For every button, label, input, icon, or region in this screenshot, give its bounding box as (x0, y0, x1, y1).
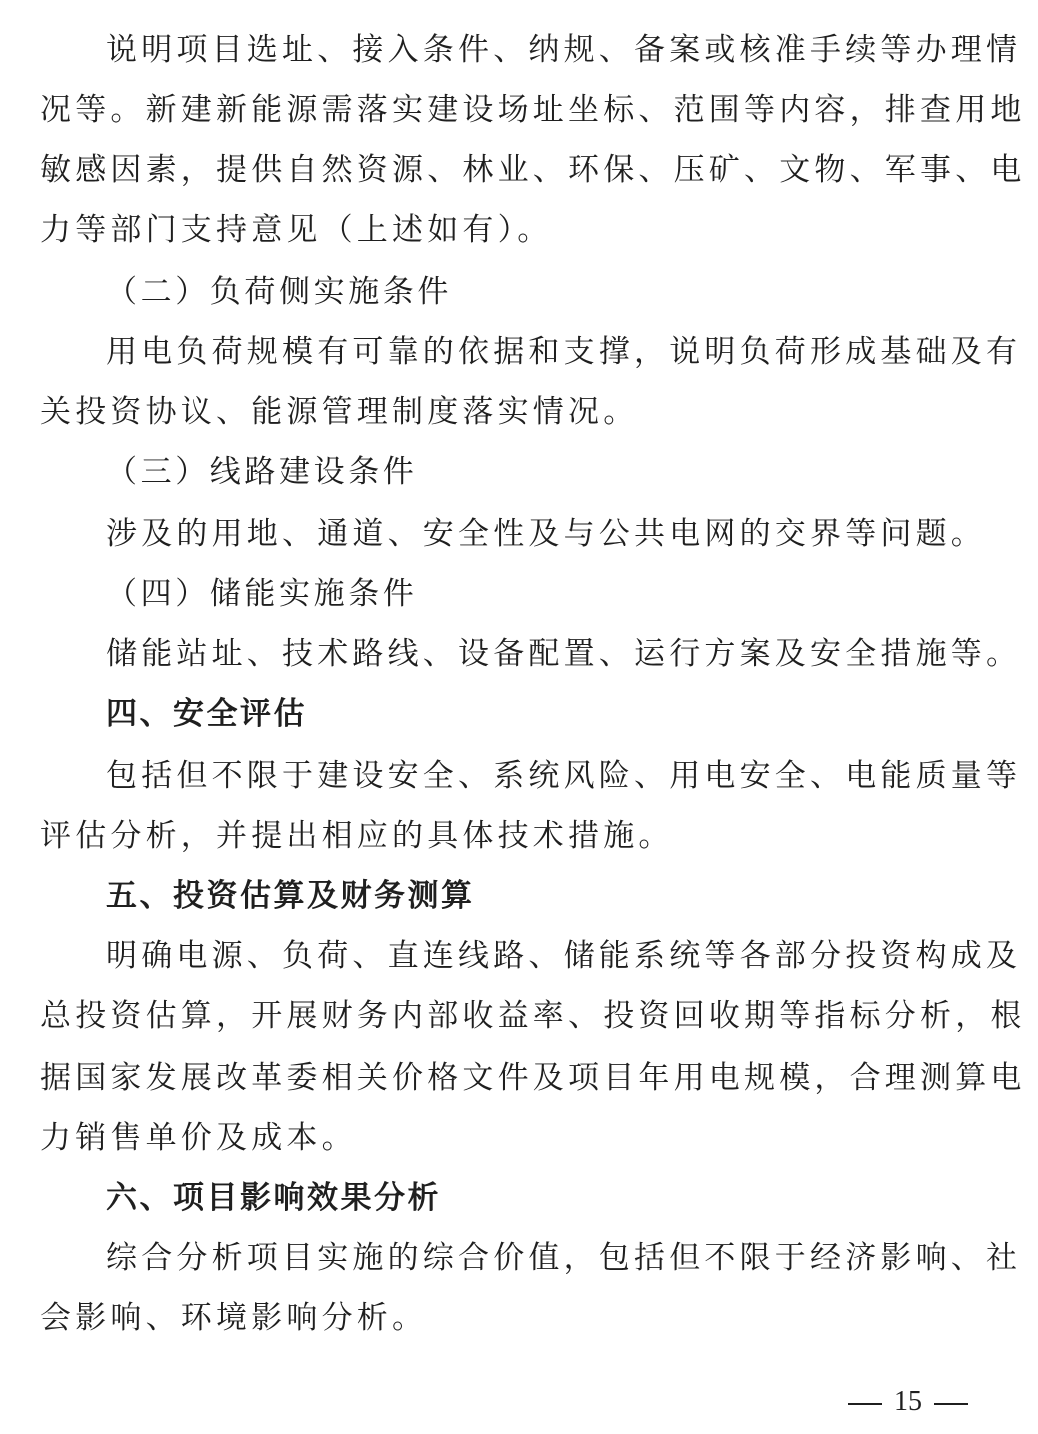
page-number-dash-right (934, 1403, 968, 1405)
paragraph-line: 综合分析项目实施的综合价值，包括但不限于经济影响、社 (106, 1240, 1022, 1276)
paragraph-line: 明确电源、负荷、直连线路、储能系统等各部分投资构成及 (106, 938, 1022, 974)
subsection-heading-energy-storage: （四）储能实施条件 (106, 576, 418, 612)
paragraph-line: 力等部门支持意见（上述如有）。 (40, 212, 553, 248)
subsection-heading-load-side: （二）负荷侧实施条件 (106, 274, 452, 310)
paragraph-line: 力销售单价及成本。 (40, 1120, 357, 1156)
paragraph-line: 敏感因素，提供自然资源、林业、环保、压矿、文物、军事、电 (40, 152, 1026, 188)
paragraph-line: 况等。新建新能源需落实建设场址坐标、范围等内容，排查用地 (40, 92, 1026, 128)
page-number-value: 15 (894, 1386, 922, 1417)
section-heading-investment-estimate: 五、投资估算及财务测算 (106, 878, 475, 914)
page-number-dash-left (848, 1403, 882, 1405)
paragraph-line: 储能站址、技术路线、设备配置、运行方案及安全措施等。 (106, 636, 1022, 672)
paragraph-line: 总投资估算，开展财务内部收益率、投资回收期等指标分析，根 (40, 998, 1026, 1034)
section-heading-safety-assessment: 四、安全评估 (106, 696, 307, 732)
paragraph-line: 评估分析，并提出相应的具体技术措施。 (40, 818, 674, 854)
subsection-heading-line-construction: （三）线路建设条件 (106, 454, 418, 490)
page-number (836, 1384, 980, 1420)
paragraph-line: 包括但不限于建设安全、系统风险、用电安全、电能质量等 (106, 758, 1022, 794)
paragraph-line: 会影响、环境影响分析。 (40, 1300, 428, 1336)
paragraph-line: 用电负荷规模有可靠的依据和支撑，说明负荷形成基础及有 (106, 334, 1022, 370)
paragraph-line: 涉及的用地、通道、安全性及与公共电网的交界等问题。 (106, 516, 986, 552)
paragraph-line: 据国家发展改革委相关价格文件及项目年用电规模，合理测算电 (40, 1060, 1026, 1096)
paragraph-line: 说明项目选址、接入条件、纳规、备案或核准手续等办理情 (106, 32, 1022, 68)
section-heading-impact-analysis: 六、项目影响效果分析 (106, 1180, 441, 1216)
paragraph-line: 关投资协议、能源管理制度落实情况。 (40, 394, 639, 430)
